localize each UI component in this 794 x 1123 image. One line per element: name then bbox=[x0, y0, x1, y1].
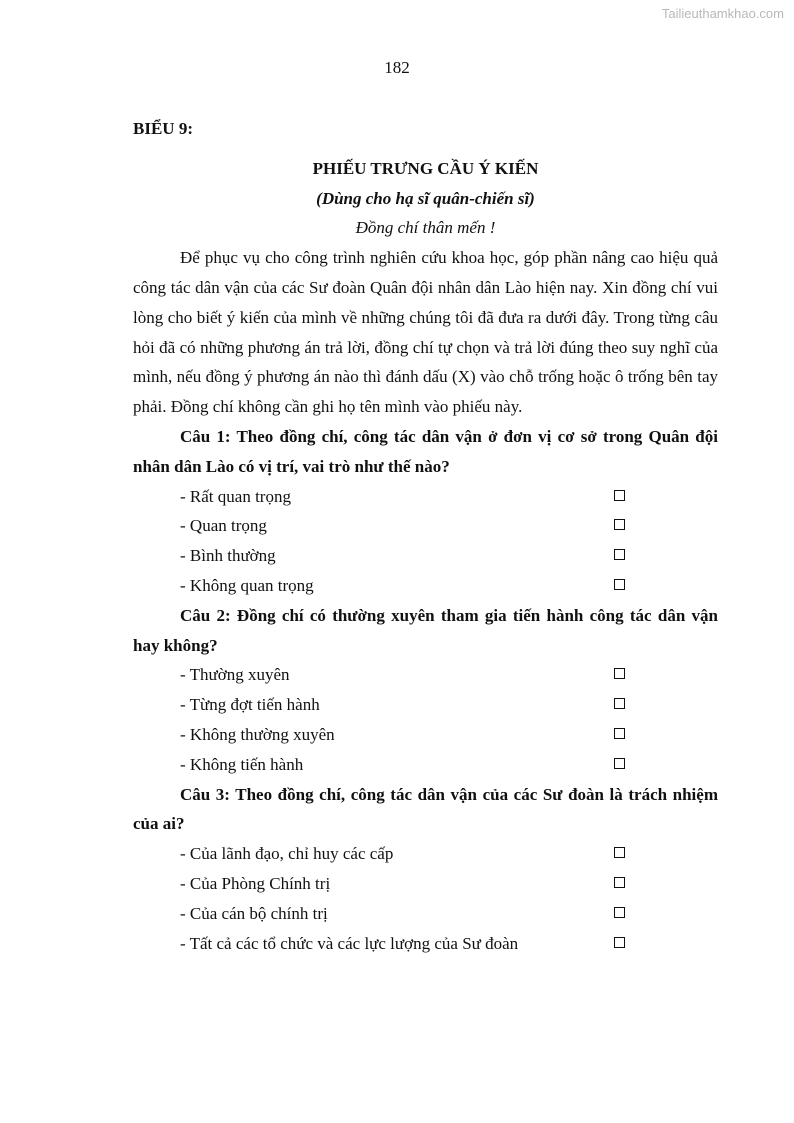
option-label: - Rất quan trọng bbox=[180, 486, 291, 506]
option-row bbox=[133, 482, 718, 512]
option-row bbox=[133, 571, 718, 601]
option-label: - Không quan trọng bbox=[180, 575, 314, 595]
question-3: Câu 3: Theo đồng chí, công tác dân vận của các Sư đoàn là trách nhiệm của ai? bbox=[133, 784, 718, 834]
form-label: BIỂU 9: bbox=[133, 119, 193, 138]
intro-paragraph: Để phục vụ cho công trình nghiên cứu khoa học, góp phần nâng cao hiệu quả công tác dân vận của các Sư đoàn Quân đội nhân dân Lào hiện nay. Xin đồng chí vui lòng cho biết ý kiến của mình về những chúng tôi đã đưa ra dưới đây. Trong từng câu hỏi đã có những phương án trả lời, đồng chí tự chọn và trả lời đúng theo suy nghĩ của mình, nếu đồng ý phương án nào thì đánh dấu (X) vào chỗ trống hoặc ô trống bên tay phải. Đồng chí không cần ghi họ tên mình vào phiếu này. bbox=[133, 248, 718, 417]
checkbox[interactable] bbox=[614, 668, 625, 679]
checkbox[interactable] bbox=[614, 549, 625, 560]
option-label: - Bình thường bbox=[180, 546, 276, 566]
option-label: - Từng đợt tiến hành bbox=[180, 695, 320, 715]
checkbox[interactable] bbox=[614, 728, 625, 739]
greeting: Đồng chí thân mến ! bbox=[355, 218, 496, 238]
option-row bbox=[133, 869, 718, 899]
option-row bbox=[133, 720, 718, 750]
checkbox[interactable] bbox=[614, 937, 625, 948]
option-row bbox=[133, 511, 718, 541]
checkbox[interactable] bbox=[614, 490, 625, 501]
survey-form bbox=[133, 114, 718, 958]
option-row bbox=[133, 660, 718, 690]
page-number: 182 bbox=[384, 58, 410, 77]
option-label: - Không thường xuyên bbox=[180, 724, 335, 744]
checkbox[interactable] bbox=[614, 519, 625, 530]
form-subtitle: (Dùng cho hạ sĩ quân-chiến sĩ) bbox=[316, 188, 535, 208]
option-row bbox=[133, 929, 718, 959]
checkbox[interactable] bbox=[614, 579, 625, 590]
question-2: Câu 2: Đồng chí có thường xuyên tham gia tiến hành công tác dân vận hay không? bbox=[133, 605, 718, 655]
option-row bbox=[133, 839, 718, 869]
option-label: - Tất cả các tổ chức và các lực lượng của Sư đoàn bbox=[180, 933, 519, 953]
option-label: - Của cán bộ chính trị bbox=[180, 903, 328, 923]
checkbox[interactable] bbox=[614, 698, 625, 709]
option-row bbox=[133, 899, 718, 929]
option-label: - Của Phòng Chính trị bbox=[180, 873, 331, 893]
option-row bbox=[133, 750, 718, 780]
watermark: Tailieuthamkhao.com bbox=[661, 6, 784, 21]
checkbox[interactable] bbox=[614, 847, 625, 858]
question-1: Câu 1: Theo đồng chí, công tác dân vận ở đơn vị cơ sở trong Quân đội nhân dân Lào có vị trí, vai trò như thế nào? bbox=[133, 426, 718, 476]
form-title: PHIẾU TRƯNG CẦU Ý KIẾN bbox=[312, 158, 539, 178]
checkbox[interactable] bbox=[614, 758, 625, 769]
checkbox[interactable] bbox=[614, 907, 625, 918]
option-row bbox=[133, 690, 718, 720]
option-label: - Thường xuyên bbox=[180, 665, 290, 685]
option-label: - Không tiến hành bbox=[180, 754, 304, 774]
option-row bbox=[133, 541, 718, 571]
checkbox[interactable] bbox=[614, 877, 625, 888]
option-label: - Quan trọng bbox=[180, 516, 267, 536]
option-label: - Của lãnh đạo, chỉ huy các cấp bbox=[180, 844, 394, 864]
